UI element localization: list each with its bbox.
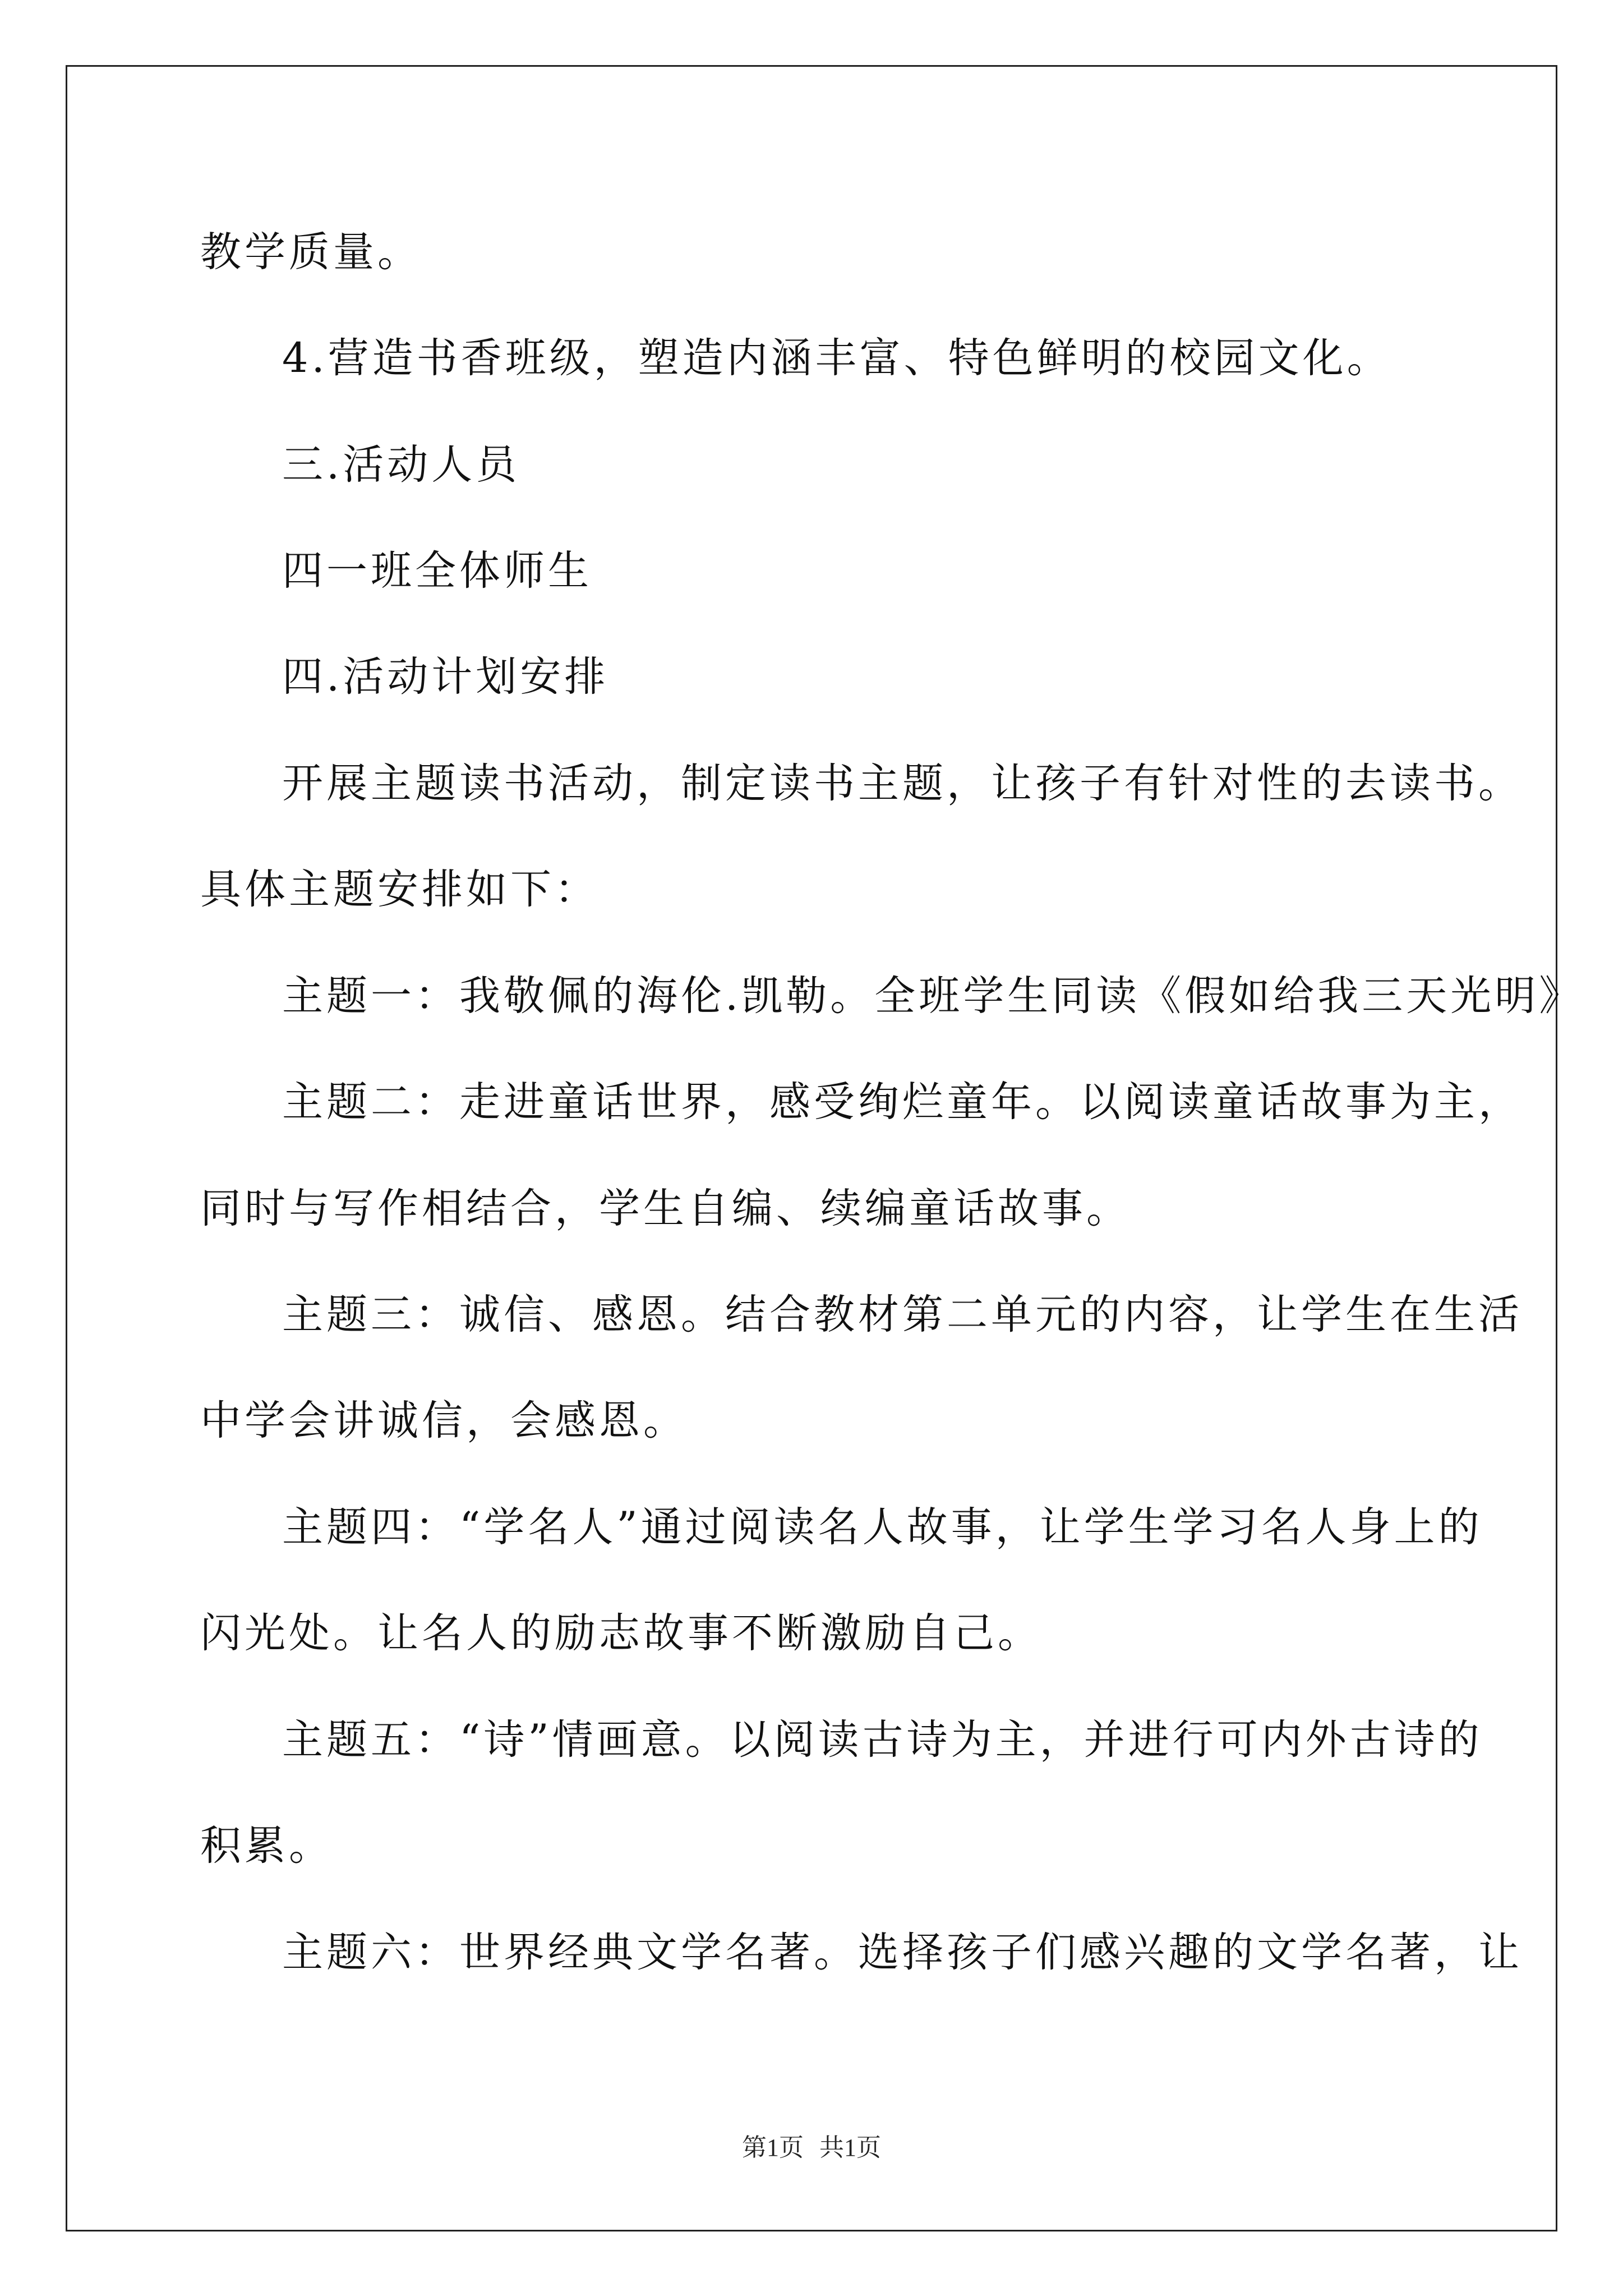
- text-line: 主题三：诚信、感恩。结合教材第二单元的内容，让学生在生活: [282, 1291, 1523, 1338]
- page-border: [66, 65, 1557, 2231]
- text-line: 开展主题读书活动，制定读书主题，让孩子有针对性的去读书。: [282, 760, 1523, 807]
- text-line: 主题一：我敬佩的海伦.凯勒。全班学生同读《假如给我三天光明》: [282, 972, 1584, 1020]
- text-line: 具体主题安排如下：: [200, 866, 599, 913]
- page-total: 共1页: [819, 2134, 881, 2161]
- page-number: 第1页: [742, 2134, 804, 2161]
- section-heading: 四.活动计划安排: [282, 653, 609, 701]
- text-line: 积累。: [200, 1822, 333, 1870]
- text-line: 中学会讲诚信，会感恩。: [200, 1397, 688, 1444]
- text-line: 闪光处。让名人的励志故事不断激励自己。: [200, 1609, 1042, 1657]
- text-line: 主题六：世界经典文学名著。选择孩子们感兴趣的文学名著，让: [282, 1929, 1523, 1976]
- page-footer: [0, 2127, 1623, 2163]
- text-line: 教学质量。: [200, 228, 422, 276]
- text-line: 主题四：“学名人”通过阅读名人故事，让学生学习名人身上的: [282, 1503, 1483, 1551]
- text-line: 4.营造书香班级，塑造内涵丰富、特色鲜明的校园文化。: [282, 334, 1391, 382]
- section-heading: 三.活动人员: [282, 441, 520, 489]
- text-line: 主题五：“诗”情画意。以阅读古诗为主，并进行可内外古诗的: [282, 1716, 1483, 1764]
- text-line: 四一班全体师生: [282, 547, 592, 595]
- text-line: 主题二：走进童话世界，感受绚烂童年。以阅读童话故事为主，: [282, 1078, 1523, 1126]
- text-line: 同时与写作相结合，学生自编、续编童话故事。: [200, 1185, 1131, 1232]
